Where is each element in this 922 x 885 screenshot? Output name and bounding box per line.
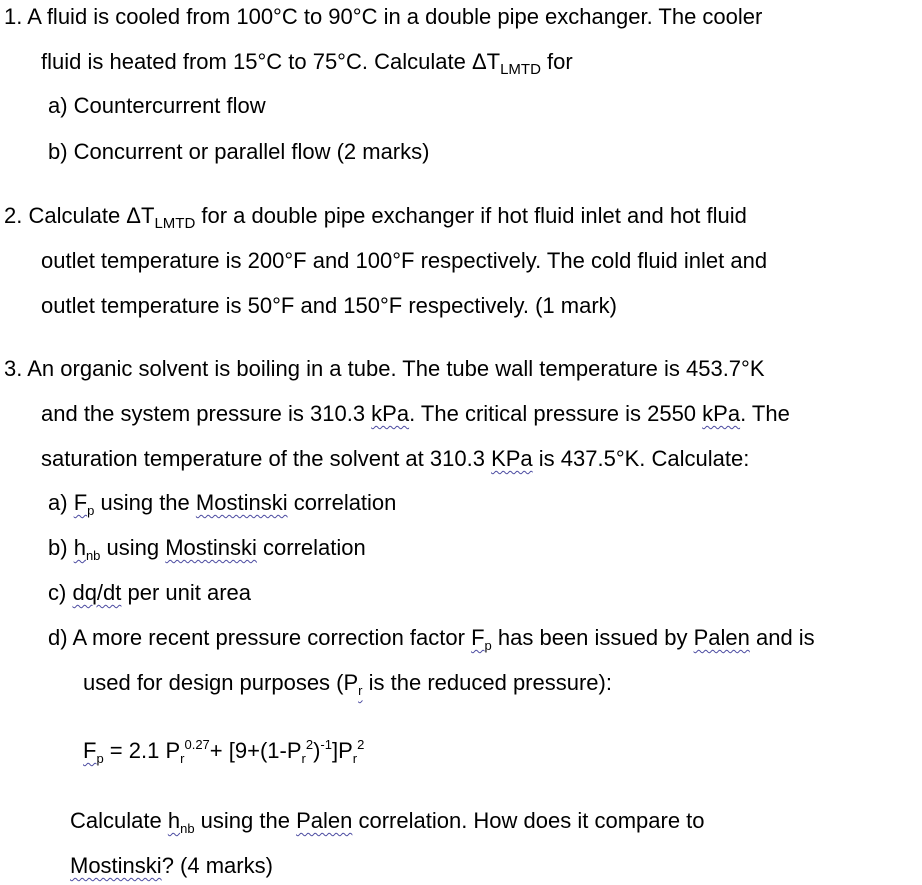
- q1-line2: fluid is heated from 15°C to 75°C. Calculate $\Delta T_{LMTD}$ for: [41, 49, 573, 78]
- q1-part-a: a) Countercurrent flow: [48, 93, 266, 118]
- q3-part-b: b) $h_{nb}$ using Mostinski correlation: [48, 535, 366, 563]
- q3-calc-line2: Mostinski? (4 marks): [70, 853, 273, 878]
- q1-part-b: b) Concurrent or parallel flow (2 marks): [48, 139, 430, 164]
- q3-part-a: a) $F_p$ using the Mostinski correlation: [48, 490, 397, 518]
- q3-line1: 3. An organic solvent is boiling in a tube. The tube wall temperature is 453.7°K: [4, 356, 765, 381]
- q3-part-d-line1: d) A more recent pressure correction factor $F_p$ has been issued by Palen and is: [48, 625, 815, 653]
- q3-calc-line1: Calculate $h_{nb}$ using the Palen correlation. How does it compare to: [70, 808, 705, 836]
- q3-line3: saturation temperature of the solvent at 310.3 KPa is 437.5°K. Calculate:: [41, 446, 750, 471]
- q2-line2: outlet temperature is 200°F and 100°F respectively. The cold fluid inlet and: [41, 248, 768, 273]
- q2-line1: 2. Calculate $\Delta T_{LMTD}$ for a double pipe exchanger if hot fluid inlet and hot fluid: [4, 203, 747, 232]
- palen-equation: $F_p = 2.1$ $P_r^{0.27}+ [9+(1-P_r^2)^{-1}]P_r^2$: [83, 737, 365, 766]
- q3-part-d-line2: used for design purposes ($P_r$ is the reduced pressure):: [83, 670, 612, 698]
- q2-line3: outlet temperature is 50°F and 150°F respectively. (1 mark): [41, 293, 617, 318]
- q3-part-c: c) dq/dt per unit area: [48, 580, 252, 605]
- q1-line1: 1. A fluid is cooled from 100°C to 90°C in a double pipe exchanger. The cooler: [4, 4, 763, 29]
- q3-line2: and the system pressure is 310.3 kPa. The critical pressure is 2550 kPa. The: [41, 401, 790, 426]
